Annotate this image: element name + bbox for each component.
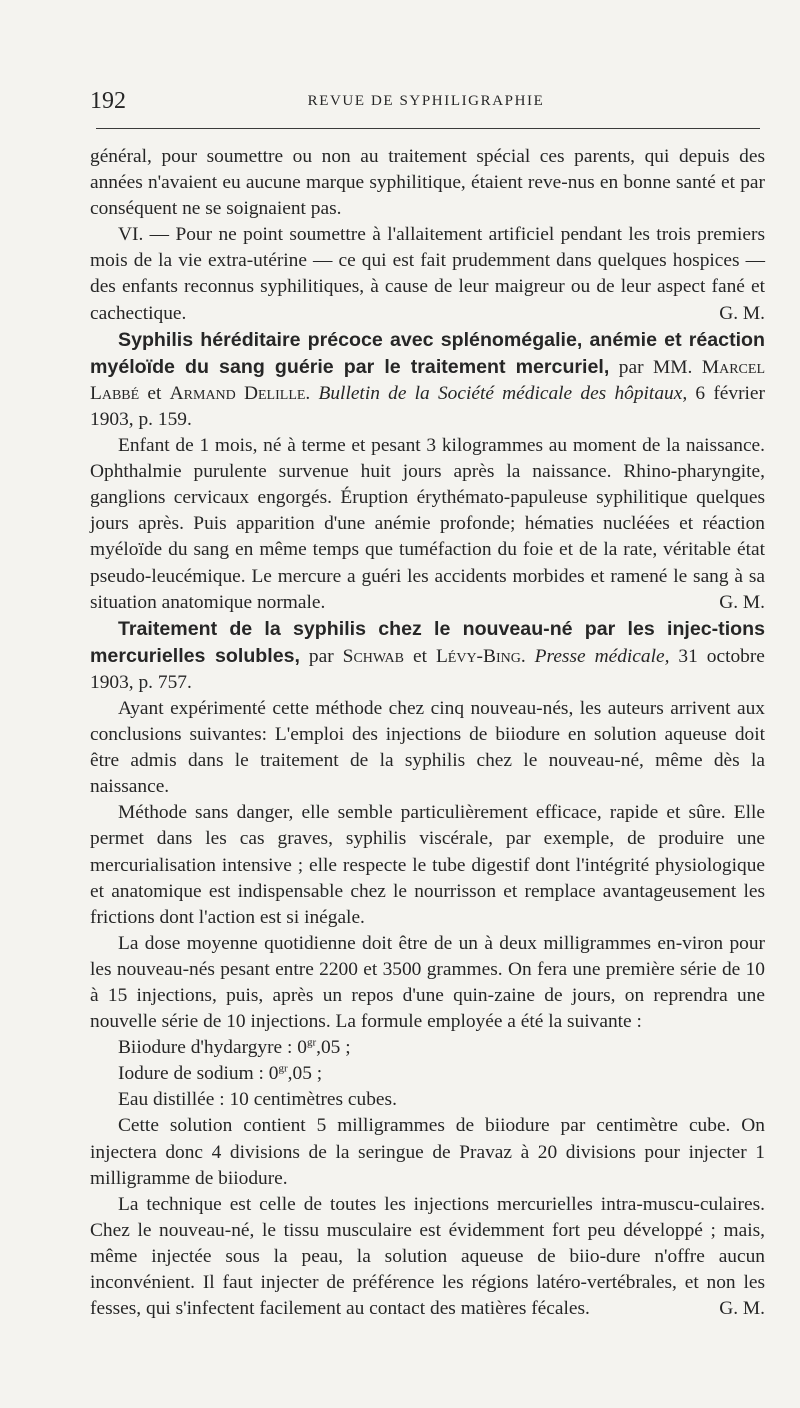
paragraph: Méthode sans danger, elle semble particulièrement efficace, rapide et sûre. Elle permet dans les cas graves, syphilis viscérale, par exemple, de produire une mercurialisation intensive ; elle respecte le tube digestif dont l'intégrité physiologique et anatomique est indispensable chez le nourrisson et remplace avantageusement les frictions dont l'action est si inégale.	[90, 802, 765, 928]
publication-date: 6 février 1903, p. 159.	[90, 382, 765, 430]
author-name: Armand Delille.	[169, 382, 311, 404]
signature: G. M.	[719, 302, 765, 324]
formula-line: Biiodure d'hydargyre : $0^{gr},05$ ;	[118, 1036, 351, 1059]
article-title: Traitement de la syphilis chez le nouveau-né par les injec-tions mercurielles solubles,	[90, 617, 765, 667]
paragraph-text: La technique est celle de toutes les injections mercurielles intra-muscu-culaires. Chez le nouveau-né, le tissu musculaire est évidemment fort peu développé ; mais, même injectée sous la peau, la solution aqueuse de biio-dure n'offre aucun inconvénient. Il faut injecter de préférence les régions latéro-vertébrales, et non les fesses, qui s'infectent facilement au contact des matières fécales.	[90, 1193, 765, 1320]
paragraph	[90, 222, 765, 326]
page-body	[90, 144, 765, 1322]
author-name: Schwab	[342, 645, 404, 667]
author-name: Lévy-Bing.	[435, 645, 526, 667]
conjunction: et	[147, 382, 162, 404]
by-label: par MM.	[618, 356, 693, 378]
formula-line: Iodure de sodium : $0^{gr},05$ ;	[118, 1062, 323, 1085]
article-heading	[90, 327, 765, 433]
author-name: Marcel Labbé	[90, 356, 765, 404]
paragraph: Cette solution contient 5 milligrammes de biiodure par centimètre cube. On injectera donc 4 divisions de la seringue de Pravaz à 20 divisions pour injecter 1 milligramme de biiodure.	[90, 1115, 765, 1189]
publication-date: 31 octobre 1903, p. 757.	[90, 645, 765, 693]
paragraph-text: Enfant de 1 mois, né à terme et pesant 3 kilogrammes au moment de la naissance. Ophthalmie purulente survenue huit jours après la naissance. Rhino-pharyngite, ganglions cervicaux engorgés. Éruption érythémato-papuleuse syphilitique quelques jours après. Puis apparition d'une anémie profonde; hématies nucléées et réaction myéloïde du sang en même temps que tuméfaction du foie et de la rate, véritable état pseudo-leucémique. Le mercure a guéri les accidents morbides et ramené le sang à sa situation anatomique normale.	[90, 435, 765, 613]
paragraph: général, pour soumettre ou non au traitement spécial ces parents, qui depuis des années n'avaient eu aucune marque syphilitique, étaient reve-nus en bonne santé et par conséquent ne se soignaient pas.	[90, 146, 765, 220]
paragraph: La dose moyenne quotidienne doit être de un à deux milligrammes en-viron pour les nouveau-nés pesant entre 2200 et 3500 grammes. On fera une première série de 10 à 15 injections, puis, après un repos d'une quin-zaine de jours, on reprendra une nouvelle série de 10 injections. La formule employée a été la suivante :	[90, 932, 765, 1033]
paragraph: Ayant expérimenté cette méthode chez cinq nouveau-nés, les auteurs arrivent aux conclusions suivantes: L'emploi des injections de biiodure en solution aqueuse doit être admis dans le traitement de la syphilis chez le nouveau-né, même dès la naissance.	[90, 697, 765, 798]
page-header	[90, 88, 762, 118]
header-rule	[96, 128, 760, 129]
paragraph	[90, 1192, 765, 1322]
journal-name: Presse médicale,	[534, 645, 670, 667]
conjunction: et	[412, 645, 427, 667]
journal-name: Bulletin de la Société médicale des hôpitaux,	[318, 382, 688, 404]
article-title: Syphilis héréditaire précoce avec splénomégalie, anémie et réaction myéloïde du sang guérie par le traitement mercuriel,	[90, 328, 765, 378]
by-label: par	[308, 645, 334, 667]
paragraph	[90, 433, 765, 616]
article-heading	[90, 616, 765, 696]
signature: G. M.	[719, 1298, 765, 1320]
signature: G. M.	[719, 591, 765, 613]
paragraph-text: VI. — Pour ne point soumettre à l'allaitement artificiel pendant les trois premiers mois de la vie extra-utérine — ce qui est fait prudemment dans quelques hospices — des enfants reconnus syphilitiques, à cause de leur maigreur ou de leur aspect fané et cachectique.	[90, 224, 765, 324]
formula-line: Eau distillée : 10 centimètres cubes.	[118, 1089, 397, 1111]
running-title: REVUE DE SYPHILIGRAPHIE	[307, 93, 545, 109]
page-number: 192	[90, 88, 126, 114]
